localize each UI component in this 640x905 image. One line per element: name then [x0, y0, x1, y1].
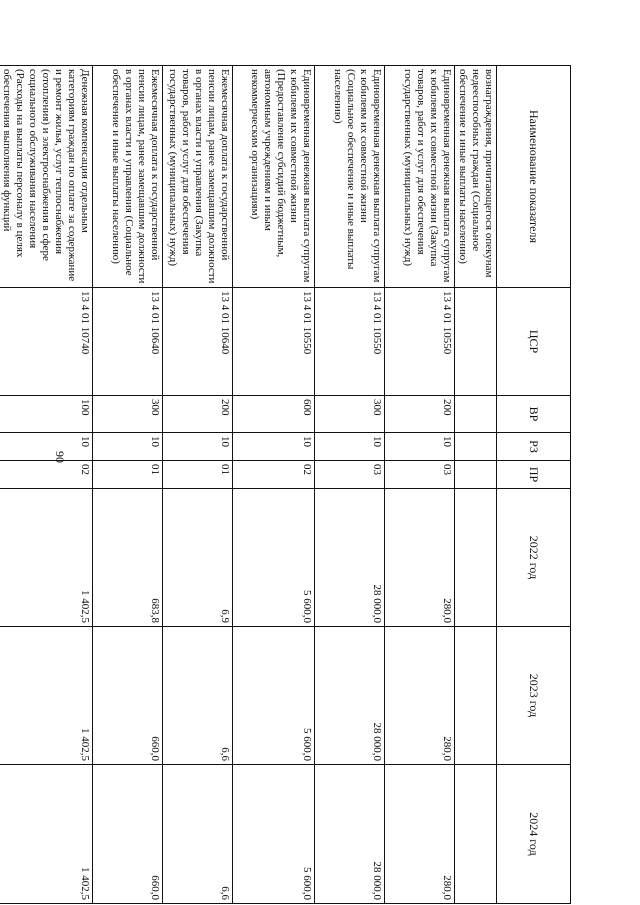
table-row [93, 66, 163, 904]
table-header-row [497, 66, 571, 904]
row-name: Ежемесячная доплата к государственной пенсии лицам, ранее замещавшим должности в органах власти и управления (Закупка товаров, работ и услуг для обеспечения государственных (муниципальных) нужд) [163, 66, 233, 288]
row-csr: 13 4 01 10740 [0, 288, 93, 396]
row-2024: 1 402,5 [0, 765, 93, 904]
row-name: Единовременная денежная выплата супругам к юбилеям их совместной жизни (Социальное обеспечение и иные выплаты населению) [315, 66, 385, 288]
row-csr: 13 4 01 10640 [93, 288, 163, 396]
budget-table [0, 65, 571, 904]
row-2024 [455, 765, 497, 904]
row-rz: 10 [93, 433, 163, 461]
header-csr: ЦСР [497, 288, 571, 396]
row-vr: 300 [315, 396, 385, 433]
row-2023: 6,6 [163, 627, 233, 765]
row-2022: 5 600,0 [233, 489, 315, 627]
row-vr: 200 [385, 396, 455, 433]
row-2023: 1 402,5 [0, 627, 93, 765]
row-pr: 01 [163, 461, 233, 489]
row-csr: 13 4 01 10640 [163, 288, 233, 396]
row-2023: 5 600,0 [233, 627, 315, 765]
row-name: Ежемесячная доплата к государственной пенсии лицам, ранее замещавшим должности в органах власти и управления (Социальное обеспечение и иные выплаты населению) [93, 66, 163, 288]
header-2024: 2024 год [497, 765, 571, 904]
row-rz: 10 [315, 433, 385, 461]
header-vr: ВР [497, 396, 571, 433]
row-2022: 280,0 [385, 489, 455, 627]
row-name: Единовременная денежная выплата супругам к юбилеям их совместной жизни (Закупка товаров, работ и услуг для обеспечения государственных (муниципальных) нужд) [385, 66, 455, 288]
row-pr [455, 461, 497, 489]
row-2024: 6,6 [163, 765, 233, 904]
header-2023: 2023 год [497, 627, 571, 765]
row-vr [455, 396, 497, 433]
row-csr: 13 4 01 10550 [315, 288, 385, 396]
row-vr: 300 [93, 396, 163, 433]
row-name: Единовременная денежная выплата супругам к юбилеям их совместной жизни (Предоставление субсидий бюджетным, автономным учреждениям и иным некоммерческим организациям) [233, 66, 315, 288]
row-2023: 660,0 [93, 627, 163, 765]
row-csr [455, 288, 497, 396]
header-pr: ПР [497, 461, 571, 489]
table-row [385, 66, 455, 904]
row-2022: 28 000,0 [315, 489, 385, 627]
row-pr: 02 [233, 461, 315, 489]
row-2024: 5 600,0 [233, 765, 315, 904]
header-2022: 2022 год [497, 489, 571, 627]
row-pr: 03 [385, 461, 455, 489]
row-2023 [455, 627, 497, 765]
row-name: вознаграждения, причитающегося опекунам недееспособных граждан (Социальное обеспечение и иные выплаты населению) [455, 66, 497, 288]
row-2023: 28 000,0 [315, 627, 385, 765]
table-row [233, 66, 315, 904]
row-csr: 13 4 01 10550 [385, 288, 455, 396]
row-vr: 100 [0, 396, 93, 433]
row-2022: 683,8 [93, 489, 163, 627]
row-pr: 01 [93, 461, 163, 489]
table-row [455, 66, 497, 904]
table-row [163, 66, 233, 904]
row-vr: 200 [163, 396, 233, 433]
row-rz: 10 [163, 433, 233, 461]
row-name: Денежная компенсация отдельным категориям граждан по оплате за содержание и ремонт жилья, услуг теплоснабжения (отопления) и электроснабжения в сфере социального обслуживания населения (Расходы на выплаты персоналу в целях обеспечения выполнения функций [0, 66, 93, 288]
header-name: Наименование показателя [497, 66, 571, 288]
table-row [0, 66, 93, 904]
row-2024: 280,0 [385, 765, 455, 904]
table-row [315, 66, 385, 904]
row-pr: 02 [0, 461, 93, 489]
row-csr: 13 4 01 10550 [233, 288, 315, 396]
row-2023: 280,0 [385, 627, 455, 765]
row-vr: 600 [233, 396, 315, 433]
page-number: 90 [53, 451, 67, 463]
row-2022: 1 402,5 [0, 489, 93, 627]
row-2022: 6,9 [163, 489, 233, 627]
row-rz [455, 433, 497, 461]
row-2024: 660,0 [93, 765, 163, 904]
row-rz: 10 [233, 433, 315, 461]
header-rz: РЗ [497, 433, 571, 461]
row-2024: 28 000,0 [315, 765, 385, 904]
row-rz: 10 [0, 433, 93, 461]
row-pr: 03 [315, 461, 385, 489]
row-rz: 10 [385, 433, 455, 461]
row-2022 [455, 489, 497, 627]
